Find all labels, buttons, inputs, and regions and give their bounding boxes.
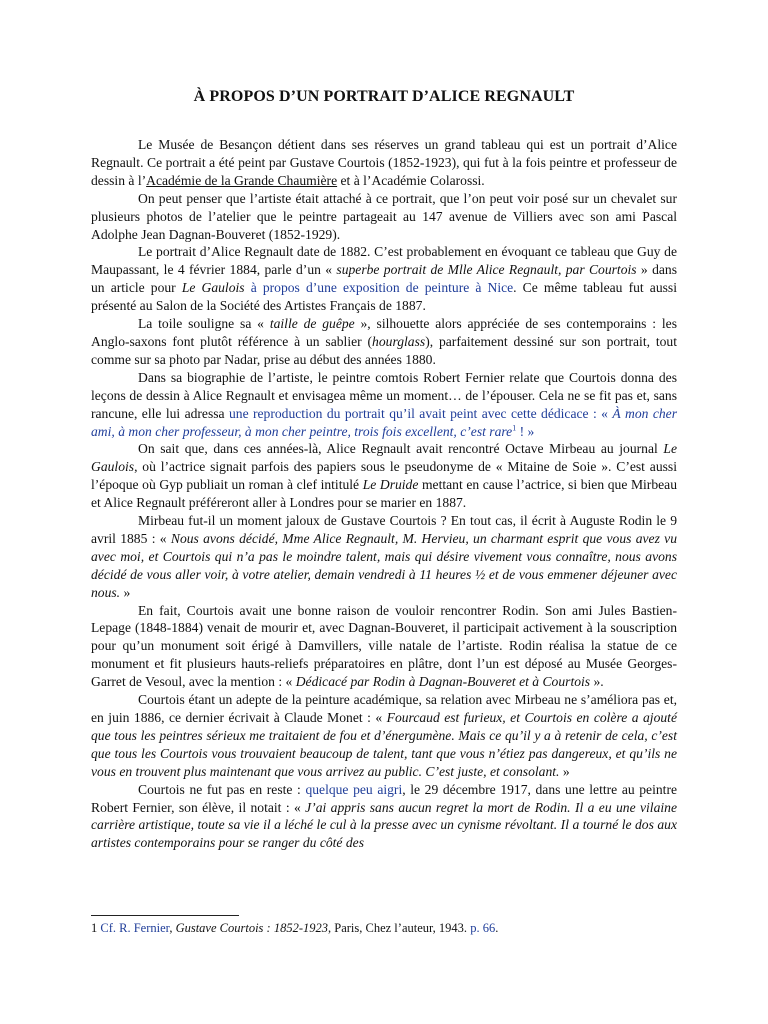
- academie-link[interactable]: Académie de la Grande Chaumière: [146, 172, 338, 188]
- paragraph-2: On peut penser que l’artiste était attaché à ce portrait, que l’on peut voir posé sur un chevalet sur plusieurs photos de l’atelier que le peintre partageait au 147 avenue de Villiers avec son ami Pascal Adolphe Jean Dagnan-Bouveret (1852-1929).: [91, 190, 677, 242]
- paragraph-3: Le portrait d’Alice Regnault date de 1882. C’est probablement en évoquant ce tableau que Guy de Maupassant, le 4 février 1884, parle d’un « superbe portrait de Mlle Alice Regnault, par Courtois » dans un article pour Le Gaulois à propos d’une exposition de peinture à Nice. Ce même tableau fut aussi présenté au Salon de la Société des Artistes Français de 1887.: [91, 244, 677, 314]
- footnote: 1 Cf. R. Fernier, Gustave Courtois : 1852-1923, Paris, Chez l’auteur, 1943. p. 66.: [91, 921, 499, 935]
- paragraph-9: Courtois étant un adepte de la peinture académique, sa relation avec Mirbeau ne s’améliora pas et, en juin 1886, ce dernier écrivait à Claude Monet : « Fourcaud est furieux, et Courtois en colère a ajouté que tous les peintres sérieux me traitaient de fou et d’énergumène. Mais ce qu’il y a à retenir de cela, c’est que tous les Courtois vous trouvaient beaucoup de talent, tant que vous n’étiez pas dangereux, et qu’ils ne vous en trouvent plus maintenant que vous arrivez au public. C’est juste, et consolant. »: [91, 692, 677, 779]
- paragraph-5: Dans sa biographie de l’artiste, le peintre comtois Robert Fernier relate que Courtois donna des leçons de dessin à Alice Regnault et envisagea même un moment… de l’épouser. Cela ne se fit pas et, sans rancune, elle lui adressa une reproduction du portrait qu’il avait peint avec cette dédicace : « À mon cher ami, à mon cher professeur, à mon cher peintre, trois fois excellent, c’est rare$^1$ ! »: [91, 369, 677, 439]
- footnote-separator: [91, 915, 239, 916]
- paragraph-1: Le Musée de Besançon détient dans ses réserves un grand tableau qui est un portrait d’Alice Regnault. Ce portrait a été peint par Gustave Courtois (1852-1923), qui fut à la fois peintre et professeur de dessin à l’Académie de la Grande Chaumière et à l’Académie Colarossi.: [91, 137, 677, 188]
- page-66-link[interactable]: p. 66: [470, 921, 496, 935]
- fernier-link[interactable]: Cf. R. Fernier: [100, 921, 170, 935]
- paragraph-8: En fait, Courtois avait une bonne raison de vouloir rencontrer Rodin. Son ami Jules Bastien-Lepage (1848-1884) venait de mourir et, avec Dagnan-Bouveret, il participait activement à la souscription pour qu’un monument soit érigé à Damvillers, ville natale de l’artiste. Rodin réalisa la statue de ce monument et fit plusieurs hauts-reliefs préparatoires en plâtre, dont l’un est déposé au Musée Georges-Garret de Vesoul, avec la mention : « Dédicacé par Rodin à Dagnan-Bouveret et à Courtois ».: [91, 602, 677, 690]
- paragraph-6: On sait que, dans ces années-là, Alice Regnault avait rencontré Octave Mirbeau au journal Le Gaulois, où l’actrice signait parfois des papiers sous le pseudonyme de « Mitaine de Soie ». C’est aussi l’époque où Gyp publiait un roman à clef intitulé Le Druide mettant en cause l’actrice, si bien que Mirbeau et Alice Regnault préféreront aller à Londres pour se marier en 1887.: [91, 441, 677, 511]
- article-body: [91, 136, 677, 852]
- paragraph-7: Mirbeau fut-il un moment jaloux de Gustave Courtois ? En tout cas, il écrit à Auguste Rodin le 9 avril 1885 : « Nous avons décidé, Mme Alice Regnault, M. Hervieu, un charmant esprit que vous avez vu avec moi, et Courtois qui n’a pas le moindre talent, mais qui désire vivement vous connaître, nous avons décidé de vous aller voir, à votre atelier, demain vendredi à 11 heures ½ et de vous emmener déjeuner avec nous. »: [91, 513, 677, 600]
- paragraph-10: Courtois ne fut pas en reste : quelque peu aigri, le 29 décembre 1917, dans une lettre au peintre Robert Fernier, son élève, il notait : « J’ai appris sans aucun regret la mort de Rodin. Il a eu une vilaine carrière artistique, toute sa vie il a léché le cul à la presse avec un cynisme révoltant. Il a tourné le dos aux artistes contemporains pour se ranger du côté des: [91, 781, 677, 851]
- document-title: À PROPOS D’UN PORTRAIT D’ALICE REGNAULT: [193, 88, 575, 105]
- footnote-ref[interactable]: 1: [512, 422, 517, 432]
- reproduction-portrait-link[interactable]: une reproduction du portrait qu’il avait peint avec cette dédicace : « À mon cher ami, à mon cher professeur, à mon cher peintre, trois fois excellent, c’est rare$^1$ ! »: [91, 405, 677, 439]
- footnote-number: 1: [91, 921, 98, 935]
- quelque-peu-aigri-link[interactable]: quelque peu aigri: [305, 781, 403, 797]
- exposition-nice-link[interactable]: à propos d’une exposition de peinture à Nice: [244, 280, 514, 296]
- paragraph-4: La toile souligne sa « taille de guêpe », silhouette alors appréciée de ses contemporains : les Anglo-saxons font plutôt référence à un sablier (hourglass), parfaitement dessiné sur son portrait, tout comme sur sa photo par Nadar, prise au début des années 1880.: [91, 316, 677, 367]
